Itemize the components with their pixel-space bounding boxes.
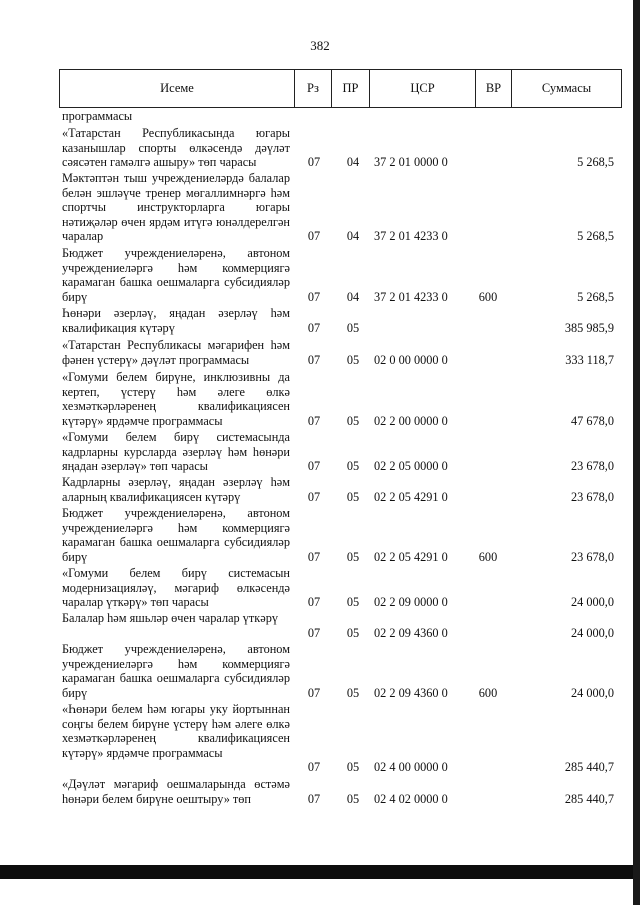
row-pr: 05: [346, 759, 360, 774]
row-csr: 02 4 00 0000 0: [374, 759, 448, 774]
row-name: «Гомуми белем бирү системасында кадрларны курсларда әзерләү һәм һөнәри яңадан әзерләү» төп чарасы: [62, 430, 290, 473]
row-name: «Татарстан Республикасы мәгарифен һәм фәнен үстерү» дәүләт программасы: [62, 338, 290, 367]
header-name: Исеме: [60, 70, 295, 108]
row-name: Һөнәри әзерләү, яңадан әзерләү һәм квалификация күтәрү: [62, 306, 290, 335]
row-sum: 23 678,0: [570, 489, 614, 504]
row-name: «Татарстан Республикасында югары казанышлар спорты өлкәсендә дәүләт сәясәтен гамәлгә ашыру» төп чарасы: [62, 126, 290, 169]
header-vr: ВР: [476, 70, 512, 108]
row-csr: 37 2 01 4233 0: [374, 228, 448, 243]
row-vr: 600: [478, 685, 498, 700]
header-rz: Рз: [295, 70, 332, 108]
table-row: [62, 566, 622, 609]
header-csr: ЦСР: [370, 70, 476, 108]
row-sum: 24 000,0: [570, 594, 614, 609]
table-row: [62, 702, 622, 774]
table-row: [62, 475, 622, 504]
page-number: 382: [310, 38, 330, 53]
row-name: Бюджет учреждениеләренә, автоном учреждениеләргә һәм коммерциягә карамаган башка оешмаларга субсидияләр бирү: [62, 642, 290, 700]
row-rz: 07: [307, 320, 321, 335]
row-pr: 05: [346, 352, 360, 367]
row-pr: 05: [346, 489, 360, 504]
row-pr: 04: [346, 289, 360, 304]
row-vr: 600: [478, 289, 498, 304]
row-sum: 47 678,0: [570, 413, 614, 428]
row-rz: 07: [307, 625, 321, 640]
table-row: [62, 246, 622, 304]
row-rz: 07: [307, 685, 321, 700]
row-pr: 05: [346, 594, 360, 609]
row-csr: 02 4 02 0000 0: [374, 791, 448, 806]
row-pr: 05: [346, 625, 360, 640]
row-name: Бюджет учреждениеләренә, автоном учреждениеләргә һәм коммерциягә карамаган башка оешмаларга субсидияләр бирү: [62, 246, 290, 304]
table-row: [62, 109, 622, 124]
row-sum: 285 440,7: [564, 759, 614, 774]
row-pr: 05: [346, 685, 360, 700]
row-rz: 07: [307, 489, 321, 504]
row-sum: 5 268,5: [577, 289, 614, 304]
row-pr: 04: [346, 228, 360, 243]
row-name: Мәктәптән тыш учреждениеләрдә балалар белән эшләүче тренер мөгаллимнәргә һәм спортчы инструкторларга югары нәтиҗәләр өчен ярдәм итүгә юнәлдерелгән чаралар: [62, 171, 290, 243]
row-csr: 02 2 05 4291 0: [374, 489, 448, 504]
row-rz: 07: [307, 352, 321, 367]
row-csr: 02 2 09 4360 0: [374, 685, 448, 700]
row-name: «Һөнәри белем һәм югары уку йортыннан соңгы белем бирүне үстерү һәм әлеге өлкә хезмәткәрләренең квалификациясен күтәрү» ярдәмче программасы: [62, 702, 290, 760]
scan-border-right: [633, 0, 640, 905]
row-sum: 285 440,7: [564, 791, 614, 806]
row-sum: 333 118,7: [565, 352, 614, 367]
scan-border-bottom: [0, 865, 640, 879]
row-vr: 600: [478, 549, 498, 564]
header-sum: Суммасы: [512, 70, 622, 108]
row-sum: 24 000,0: [570, 685, 614, 700]
table-row: [62, 642, 622, 700]
row-pr: 05: [346, 320, 360, 335]
row-name: программасы: [62, 109, 133, 123]
row-sum: 5 268,5: [577, 154, 614, 169]
row-sum: 23 678,0: [570, 549, 614, 564]
table-row: [62, 306, 622, 335]
row-rz: 07: [307, 228, 321, 243]
row-csr: 02 2 09 4360 0: [374, 625, 448, 640]
row-rz: 07: [307, 413, 321, 428]
header-pr: ПР: [332, 70, 370, 108]
row-name: Кадрларны әзерләү, яңадан әзерләү һәм аларның квалификациясен күтәрү: [62, 475, 290, 504]
table-header: [59, 69, 622, 108]
table-row: [62, 338, 622, 367]
row-csr: 02 2 05 0000 0: [374, 458, 448, 473]
row-rz: 07: [307, 154, 321, 169]
table-row: [62, 430, 622, 473]
row-rz: 07: [307, 289, 321, 304]
row-csr: 02 2 05 4291 0: [374, 549, 448, 564]
row-csr: 37 2 01 0000 0: [374, 154, 448, 169]
table-row: [62, 777, 622, 806]
row-pr: 04: [346, 154, 360, 169]
table-row: [62, 370, 622, 428]
row-name: «Гомуми белем бирүне, инклюзивны да кертеп, үстерү һәм әлеге өлкә хезмәткәрләренең квалификациясен күтәрү» ярдәмче программасы: [62, 370, 290, 428]
table-row: [62, 611, 622, 640]
row-name: «Гомуми белем бирү системасын модернизацияләү, мәгариф өлкәсендә чаралар үткәрү» төп чарасы: [62, 566, 290, 609]
row-sum: 23 678,0: [570, 458, 614, 473]
row-name: «Дәүләт мәгариф оешмаларында өстәмә һөнәри белем бирүне оештыру» төп: [62, 777, 290, 806]
row-rz: 07: [307, 759, 321, 774]
row-pr: 05: [346, 413, 360, 428]
row-csr: 02 2 09 0000 0: [374, 594, 448, 609]
row-name: Балалар һәм яшьләр өчен чаралар үткәрү: [62, 611, 279, 625]
table-row: [62, 506, 622, 564]
row-pr: 05: [346, 549, 360, 564]
row-rz: 07: [307, 594, 321, 609]
row-sum: 385 985,9: [564, 320, 614, 335]
row-pr: 05: [346, 458, 360, 473]
table-row: [62, 171, 622, 243]
row-csr: 02 2 00 0000 0: [374, 413, 448, 428]
row-sum: 5 268,5: [577, 228, 614, 243]
row-rz: 07: [307, 549, 321, 564]
row-rz: 07: [307, 458, 321, 473]
table-row: [62, 126, 622, 169]
row-sum: 24 000,0: [570, 625, 614, 640]
row-name: Бюджет учреждениеләренә, автоном учреждениеләргә һәм коммерциягә карамаган башка оешмаларга субсидияләр бирү: [62, 506, 290, 564]
row-pr: 05: [346, 791, 360, 806]
row-csr: 02 0 00 0000 0: [374, 352, 448, 367]
row-rz: 07: [307, 791, 321, 806]
row-csr: 37 2 01 4233 0: [374, 289, 448, 304]
